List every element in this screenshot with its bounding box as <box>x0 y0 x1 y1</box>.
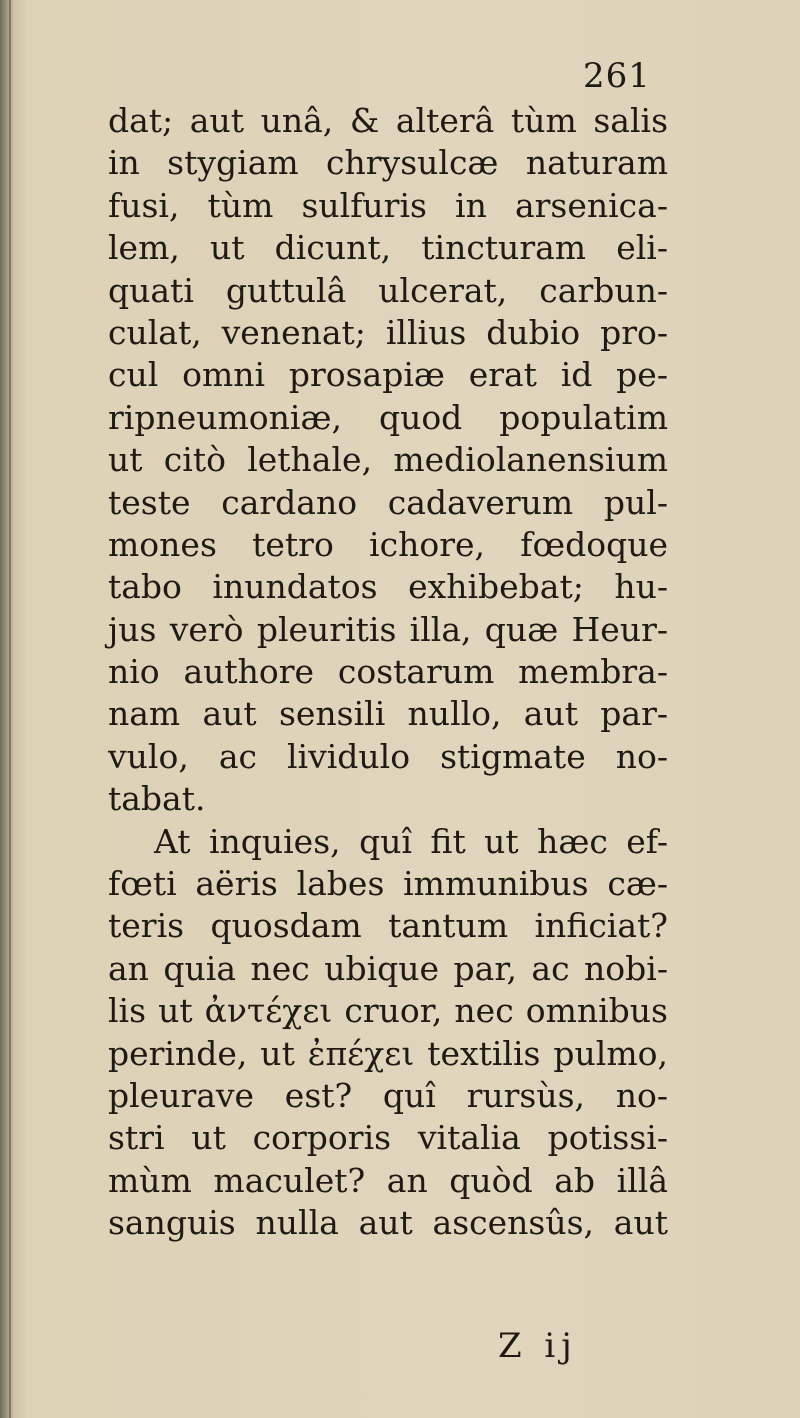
text-line: fusi, tùm sulfuris in arsenica- <box>108 185 668 225</box>
text-line: At inquies, quî fit ut hæc ef- <box>154 821 668 861</box>
text-line: lis ut ἀντέχει cruor, nec omnibus <box>108 991 668 1031</box>
text-line: teste cardano cadaverum pul- <box>108 482 668 522</box>
text-line: tabo inundatos exhibebat; hu- <box>108 567 668 607</box>
body-text <box>108 100 668 1245</box>
text-line: quati guttulâ ulcerat, carbun- <box>108 270 668 310</box>
text-line: stri ut corporis vitalia potissi- <box>108 1118 668 1158</box>
page-number: 261 <box>583 56 651 96</box>
binding-gutter <box>9 0 11 1418</box>
text-line: nio authore costarum membra- <box>108 652 668 692</box>
text-line: tabat. <box>108 779 206 819</box>
text-line: mùm maculet? an quòd ab illâ <box>108 1160 668 1200</box>
text-line: teris quosdam tantum inficiat? <box>108 906 668 946</box>
signature-mark: Z ij <box>498 1326 578 1366</box>
text-line: jus verò pleuritis illa, quæ Heur- <box>108 609 668 649</box>
text-line: pleurave est? quî rursùs, no- <box>108 1075 668 1115</box>
text-line: perinde, ut ἐπέχει textilis pulmo, <box>108 1033 668 1073</box>
text-line: dat; aut unâ, & alterâ tùm salis <box>108 101 668 140</box>
text-line: ut citò lethale, mediolanensium <box>108 440 668 480</box>
text-line: lem, ut dicunt, tincturam eli- <box>108 228 668 268</box>
text-line: cul omni prosapiæ erat id pe- <box>108 355 668 395</box>
text-line: sanguis nulla aut ascensûs, aut <box>108 1203 668 1243</box>
text-line: nam aut sensili nullo, aut par- <box>108 694 668 734</box>
text-line: in stygiam chrysulcæ naturam <box>108 143 668 183</box>
text-line: ripneumoniæ, quod populatim <box>108 397 668 437</box>
text-line: vulo, ac lividulo stigmate no- <box>108 736 668 776</box>
text-line: mones tetro ichore, fœdoque <box>108 524 668 564</box>
text-line: fœti aëris labes immunibus cæ- <box>108 864 668 904</box>
text-line: an quia nec ubique par, ac nobi- <box>108 948 668 988</box>
text-line: culat, venenat; illius dubio pro- <box>108 312 668 352</box>
